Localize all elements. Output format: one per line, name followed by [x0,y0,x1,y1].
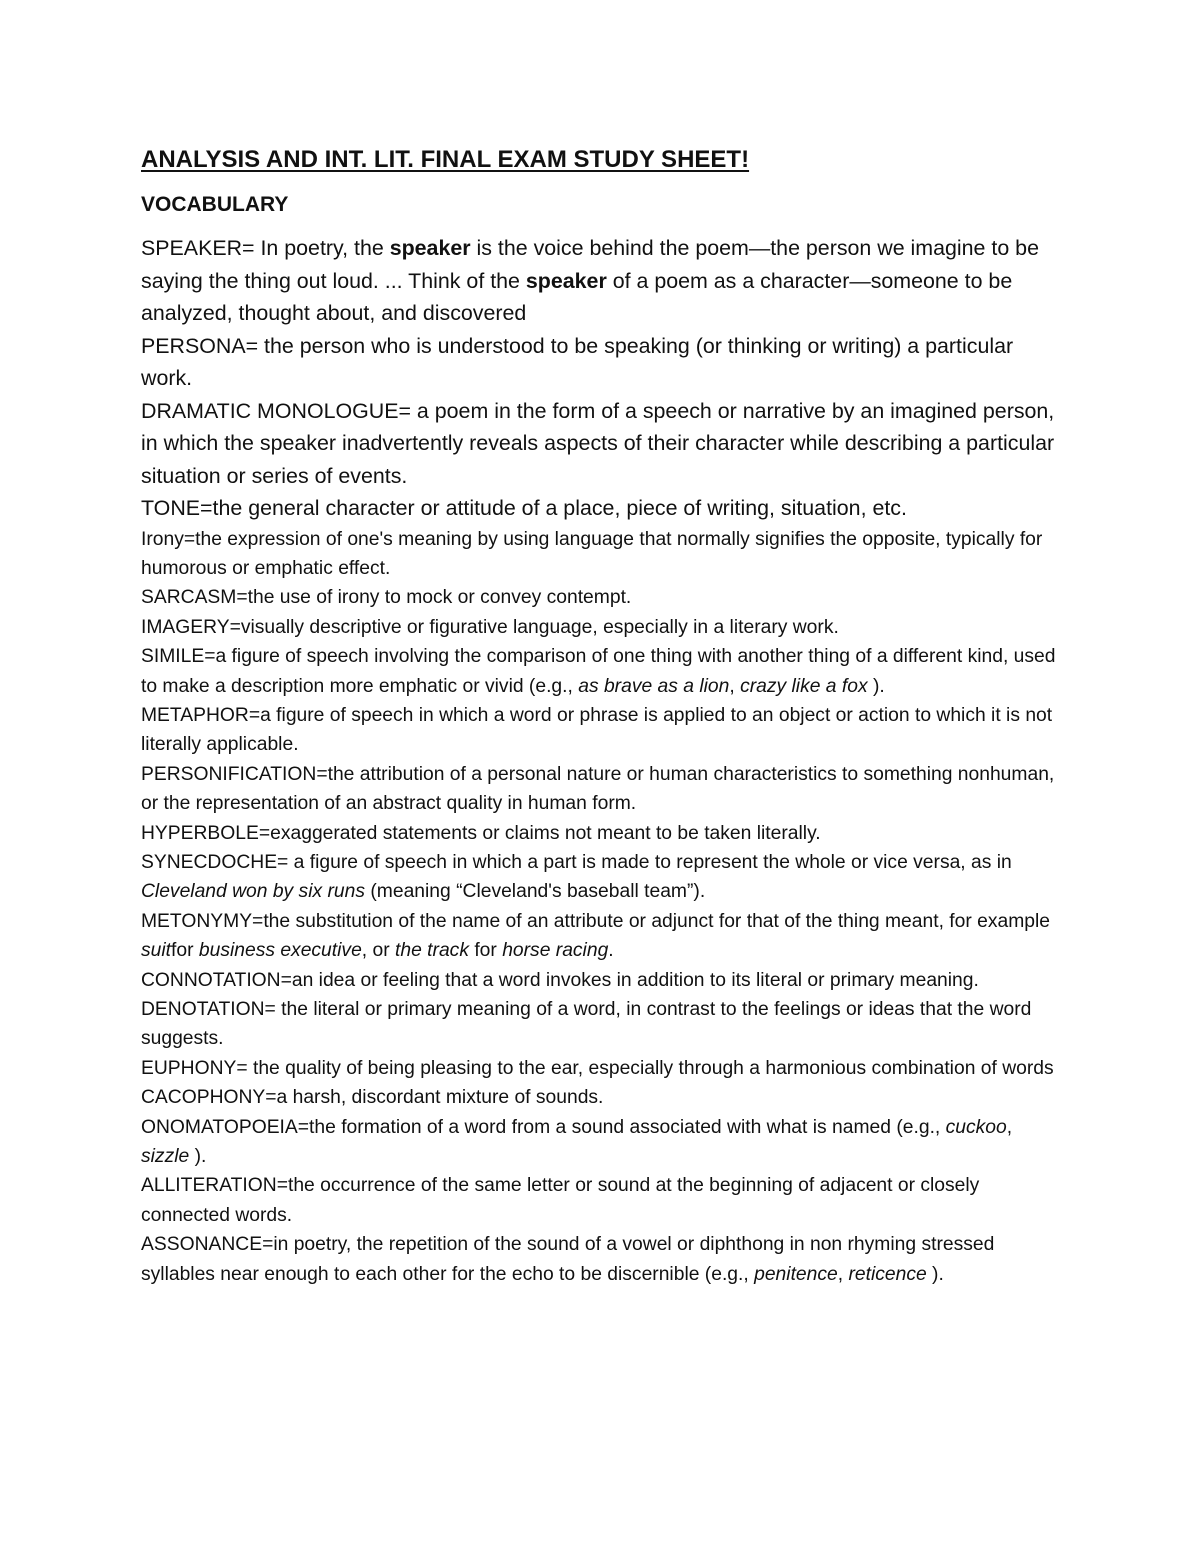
entry-text: TONE=the general character or attitude of a place, piece of writing, situation, etc. [141,496,907,520]
entry-text: ALLITERATION=the occurrence of the same letter or sound at the beginning of adjacent or closely connected words. [141,1175,980,1226]
vocabulary-list [141,232,1061,1289]
entry-text: , or [361,940,396,962]
entry-text: for [171,940,199,962]
entry-text: METONYMY=the substitution of the name of an attribute or adjunct for that of the thing meant, for example [141,910,1051,932]
vocabulary-entry [141,848,1061,907]
document-title: ANALYSIS AND INT. LIT. FINAL EXAM STUDY SHEET! [141,146,750,173]
italic-example: business executive [198,940,362,962]
italic-example: penitence [754,1263,838,1285]
entry-text: (meaning “Cleveland's baseball team”). [365,881,706,903]
entry-text: METAPHOR=a figure of speech in which a word or phrase is applied to an object or action to which it is not literally applicable. [141,704,1053,756]
entry-text: SIMILE=a figure of speech involving the comparison of one thing with another thing of a different kind, used to make a description more emphatic or vivid (e.g., [141,646,1056,697]
entry-text: EUPHONY= the quality of being pleasing to the ear, especially through a harmonious combination of words [141,1057,1054,1079]
entry-text: ). [867,675,885,697]
entry-text: SYNECDOCHE= a figure of speech in which a part is made to represent the whole or vice versa, as in [141,851,1012,873]
vocabulary-entry [141,1054,1061,1083]
entry-text: CONNOTATION=an idea or feeling that a word invokes in addition to its literal or primary meaning. [141,969,979,991]
entry-text: ONOMATOPOEIA=the formation of a word from a sound associated with what is named (e.g., [141,1116,946,1138]
vocabulary-entry [141,1083,1061,1112]
entry-text: Irony=the expression of one's meaning by using language that normally signifies the opposite, typically for humorous or emphatic effect. [141,528,1043,579]
entry-text: ). [926,1263,944,1285]
vocabulary-entry [141,701,1061,760]
italic-example: Cleveland won by six runs [141,881,365,903]
entry-text: HYPERBOLE=exaggerated statements or claims not meant to be taken literally. [141,822,821,844]
italic-example: suit [141,940,172,962]
vocabulary-entry [141,613,1061,642]
entry-text: PERSONIFICATION=the attribution of a personal nature or human characteristics to something nonhuman, or the representation of an abstract quality in human form. [141,763,1055,815]
vocabulary-entry [141,330,1061,395]
vocabulary-entry [141,1171,1061,1230]
vocabulary-entry [141,1230,1061,1289]
vocabulary-entry [141,525,1061,584]
vocabulary-entry [141,760,1061,819]
entry-text: for [468,940,503,962]
vocabulary-entry [141,642,1061,701]
entry-text: , [1006,1116,1013,1138]
entry-text: , [729,675,741,697]
entry-text: CACOPHONY=a harsh, discordant mixture of sounds. [141,1087,604,1109]
italic-example: cuckoo [945,1116,1007,1138]
bold-term: speaker [525,268,607,293]
vocabulary-entry [141,907,1061,966]
vocabulary-entry [141,966,1061,995]
vocabulary-entry [141,583,1061,612]
vocabulary-entry [141,395,1061,493]
entry-text: is the voice behind the poem—the person we imagine to be saying the thing out loud. ... Think of the [141,236,1039,293]
entry-text: of a poem as a character—someone to be analyzed, thought about, and discovered [141,268,1013,325]
vocabulary-entry [141,232,1061,330]
bold-term: speaker [389,236,471,260]
vocabulary-entry [141,492,1061,525]
entry-text: IMAGERY=visually descriptive or figurative language, especially in a literary work. [141,616,839,638]
entry-text: SARCASM=the use of irony to mock or convey contempt. [141,587,632,609]
italic-example: sizzle [141,1146,190,1168]
section-heading-vocabulary: VOCABULARY [141,193,289,216]
italic-example: as brave as a lion [578,675,730,697]
entry-text: DENOTATION= the literal or primary meaning of a word, in contrast to the feelings or ideas that the word suggests. [141,999,1032,1050]
italic-example: horse racing [502,940,609,962]
italic-example: the track [395,940,469,962]
entry-text: . [608,940,614,962]
entry-text: ASSONANCE=in poetry, the repetition of the sound of a vowel or diphthong in non rhyming stressed syllables near enough to each other for the echo to be discernible (e.g., [141,1234,995,1285]
entry-text: ). [189,1146,207,1168]
entry-text: SPEAKER= In poetry, the [141,236,390,260]
vocabulary-entry [141,819,1061,848]
entry-text: , [837,1263,849,1285]
entry-text: PERSONA= the person who is understood to be speaking (or thinking or writing) a particular work. [141,333,1014,390]
study-sheet-page [141,142,1061,1289]
entry-text: DRAMATIC MONOLOGUE= a poem in the form of a speech or narrative by an imagined person, in which the speaker inadvertently reveals aspects of their character while describing a particular situation or series of events. [141,398,1055,488]
vocabulary-entry [141,1113,1061,1172]
italic-example: crazy like a fox [740,675,868,697]
vocabulary-entry [141,995,1061,1054]
italic-example: reticence [848,1263,927,1285]
